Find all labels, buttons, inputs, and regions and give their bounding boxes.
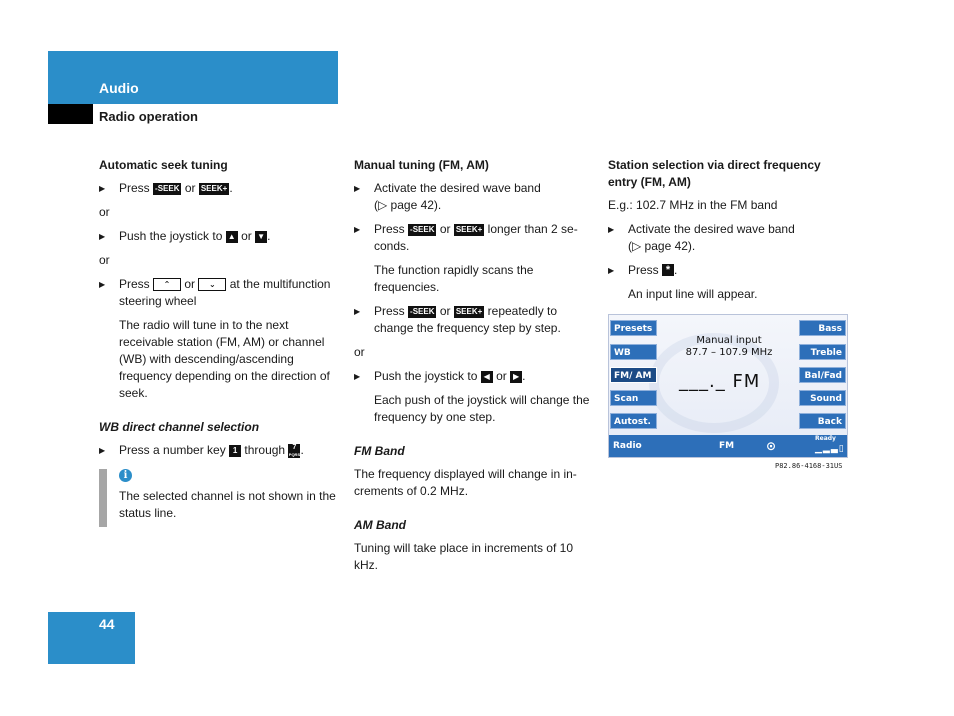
page-number: 44 xyxy=(99,616,115,632)
fm-band-text: The frequency displayed will change in in-crements of 0.2 MHz. xyxy=(354,467,577,498)
arrow-up-icon: ▲ xyxy=(226,231,238,243)
column-3 xyxy=(608,157,848,310)
heading-wb-direct: WB direct channel selection xyxy=(99,420,260,434)
wheel-up-icon: ⌃ xyxy=(153,278,181,291)
status-ready: Ready xyxy=(815,435,836,442)
seek-plus-key: SEEK+ xyxy=(455,225,483,234)
status-band: FM xyxy=(719,441,735,451)
heading-direct-entry: Station selection via direct frequency entry (FM, AM) xyxy=(608,158,821,189)
btn-sound: Sound xyxy=(799,390,846,406)
btn-presets: Presets xyxy=(610,320,657,336)
or-text: or xyxy=(354,345,365,359)
seek-minus-key: -SEEK xyxy=(410,307,435,316)
star-key: * xyxy=(662,264,674,276)
step-press-seek-repeat: ▶ Press -SEEK or SEEK+ repeatedly to change the frequency step by step. xyxy=(354,303,594,337)
subsection-title: Radio operation xyxy=(99,109,198,124)
section-title: Audio xyxy=(99,80,139,96)
radio-display xyxy=(608,314,848,458)
seek-minus-key: -SEEK xyxy=(410,225,435,234)
heading-auto-seek: Automatic seek tuning xyxy=(99,158,228,172)
input-line: ___._ FM xyxy=(679,371,761,392)
step-joystick-lr: ▶ Push the joystick to ◀ or ▶ . xyxy=(354,368,594,385)
or-text: or xyxy=(99,253,110,267)
btn-autost: Autost. xyxy=(610,413,657,429)
each-push-text: Each push of the joystick will change the frequency by one step. xyxy=(374,393,590,424)
btn-bal-fad: Bal/Fad xyxy=(799,367,846,383)
heading-manual-tuning: Manual tuning (FM, AM) xyxy=(354,158,489,172)
seek-minus-key: -SEEK xyxy=(155,184,180,193)
btn-back: Back xyxy=(799,413,846,429)
btn-fm-am: FM/ AM xyxy=(610,367,657,383)
page-ref: (▷ page 42). xyxy=(628,239,696,253)
example-text: E.g.: 102.7 MHz in the FM band xyxy=(608,198,778,212)
info-icon: i xyxy=(119,469,132,482)
step-activate-band: ▶ Activate the desired wave band (▷ page 42). xyxy=(608,221,848,255)
am-band-text: Tuning will take place in increments of 10 kHz. xyxy=(354,541,573,572)
status-source: Radio xyxy=(613,441,642,451)
note-text: The selected channel is not shown in the status line. xyxy=(119,489,336,520)
scans-text: The function rapidly scans the frequencies. xyxy=(374,263,534,294)
radio-tune-text: The radio will tune in to the next receivable station (FM, AM) or channel (WB) with descending/ascending frequency depending on the direction of seek. xyxy=(119,318,330,400)
disc-icon: ⊙ xyxy=(766,439,777,453)
manual-input-label: Manual input 87.7 – 107.9 MHz xyxy=(685,335,773,358)
arrow-left-icon: ◀ xyxy=(481,371,493,383)
header-marker xyxy=(48,104,93,124)
info-note xyxy=(99,469,339,522)
btn-bass: Bass xyxy=(799,320,846,336)
column-2 xyxy=(354,157,594,581)
page-number-box xyxy=(48,612,135,664)
step-activate-band: ▶ Activate the desired wave band (▷ page 42). xyxy=(354,180,594,214)
step-number-key: ▶ Press a number key 1 through 7 PQRS. xyxy=(99,442,339,459)
page-ref: (▷ page 42). xyxy=(374,198,442,212)
step-joystick: ▶ Push the joystick to ▲ or ▼ . xyxy=(99,228,339,245)
image-code: P82.86-4168-31US xyxy=(775,462,843,470)
btn-treble: Treble xyxy=(799,344,846,360)
header-bar xyxy=(48,51,338,104)
wheel-down-icon: ⌄ xyxy=(198,278,226,291)
step-press-seek-long: ▶ Press -SEEK or SEEK+ longer than 2 se-conds. xyxy=(354,221,594,255)
arrow-down-icon: ▼ xyxy=(255,231,267,243)
btn-scan: Scan xyxy=(610,390,657,406)
note-bar xyxy=(99,469,107,527)
status-bar xyxy=(609,435,847,457)
step-press-star: ▶ Press * . xyxy=(608,262,848,279)
input-line-text: An input line will appear. xyxy=(628,287,758,301)
or-text: or xyxy=(99,205,110,219)
signal-icon: ▁▂▃▯ xyxy=(815,444,845,454)
seek-plus-key: SEEK+ xyxy=(455,307,483,316)
btn-wb: WB xyxy=(610,344,657,360)
arrow-right-icon: ▶ xyxy=(510,371,522,383)
heading-fm-band: FM Band xyxy=(354,444,405,458)
column-1 xyxy=(99,157,339,522)
step-press-seek: ▶ Press -SEEK or SEEK+ . xyxy=(99,180,339,197)
seek-plus-key: SEEK+ xyxy=(200,184,228,193)
key-1: 1 xyxy=(229,445,241,457)
heading-am-band: AM Band xyxy=(354,518,406,532)
step-steering-wheel: ▶ Press ⌃ or ⌄ at the multifunction steering wheel xyxy=(99,276,339,310)
key-7: 7 PQRS xyxy=(288,444,301,457)
